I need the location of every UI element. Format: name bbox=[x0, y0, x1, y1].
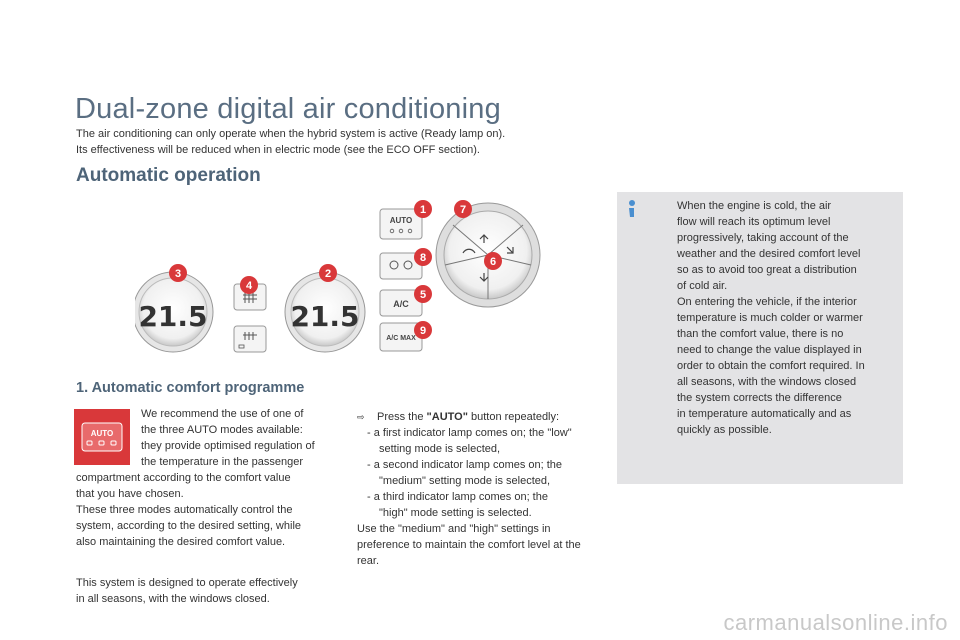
auto-button-illustration bbox=[74, 409, 130, 465]
info-line: so as to avoid too great a distribution bbox=[677, 264, 857, 276]
press-suffix: button repeatedly: bbox=[467, 411, 560, 423]
svg-text:1: 1 bbox=[419, 204, 427, 216]
info-line: On entering the vehicle, if the interior bbox=[677, 296, 857, 308]
subsection-heading: 1. Automatic comfort programme bbox=[76, 380, 305, 396]
info-line: temperature is much colder or warmer bbox=[677, 312, 863, 324]
text-line: system, according to the desired setting, while bbox=[76, 520, 302, 532]
info-icon bbox=[625, 199, 639, 219]
intro-line-1: The air conditioning can only operate when the hybrid system is active (Ready lamp on). bbox=[76, 128, 506, 140]
info-line: the system corrects the difference bbox=[677, 392, 842, 404]
text-line: compartment according to the comfort value bbox=[76, 472, 291, 484]
callout-2 bbox=[319, 264, 337, 282]
svg-text:7: 7 bbox=[459, 204, 467, 216]
text-line: preference to maintain the comfort level at the bbox=[357, 539, 581, 551]
info-text bbox=[677, 198, 892, 438]
svg-text:8: 8 bbox=[419, 252, 427, 264]
info-line: of cold air. bbox=[677, 280, 728, 292]
press-button-name: "AUTO" bbox=[426, 411, 468, 423]
list-item-continuation: "medium" setting mode is selected, bbox=[379, 475, 551, 487]
ac-button-label: A/C bbox=[393, 299, 409, 309]
callout-4 bbox=[240, 276, 258, 294]
auto-button-label: AUTO bbox=[389, 216, 413, 225]
info-line: order to obtain the comfort required. In bbox=[677, 360, 865, 372]
info-line: quickly as possible. bbox=[677, 424, 772, 436]
intro-line-2: Its effectiveness will be reduced when in electric mode (see the ECO OFF section). bbox=[76, 144, 480, 156]
list-item-continuation: "high" mode setting is selected. bbox=[379, 507, 532, 519]
right-temperature-dial bbox=[285, 272, 365, 352]
press-prefix: Press the bbox=[377, 411, 427, 423]
climate-control-diagram bbox=[135, 195, 545, 355]
arrow-bullet-icon: ⇨ bbox=[357, 412, 365, 422]
left-temperature-display: 21.5 bbox=[138, 300, 208, 333]
text-line: These three modes automatically control the bbox=[76, 504, 293, 516]
info-line: When the engine is cold, the air bbox=[677, 200, 832, 212]
text-line: in all seasons, with the windows closed. bbox=[76, 593, 270, 605]
left-temperature-dial bbox=[135, 272, 213, 352]
auto-illustration-label: AUTO bbox=[90, 429, 114, 438]
page-title: Dual-zone digital air conditioning bbox=[75, 93, 501, 125]
text-line: This system is designed to operate effectively bbox=[76, 577, 298, 589]
svg-text:2: 2 bbox=[324, 268, 332, 280]
auto-closing-text bbox=[76, 575, 298, 607]
callout-7 bbox=[454, 200, 472, 218]
svg-text:3: 3 bbox=[174, 268, 182, 280]
text-line: the temperature in the passenger bbox=[141, 456, 304, 468]
windscreen-button bbox=[234, 326, 266, 352]
callout-9 bbox=[414, 321, 432, 339]
text-line: Use the "medium" and "high" settings in bbox=[357, 523, 551, 535]
text-line: We recommend the use of one of bbox=[141, 408, 304, 420]
ac-max-button-label: A/C MAX bbox=[386, 335, 416, 342]
svg-text:9: 9 bbox=[419, 325, 427, 337]
callout-8 bbox=[414, 248, 432, 266]
text-line: that you have chosen. bbox=[76, 488, 184, 500]
text-line: rear. bbox=[357, 555, 380, 567]
info-line: weather and the desired comfort level bbox=[677, 248, 861, 260]
auto-description-full bbox=[76, 470, 301, 550]
callout-5 bbox=[414, 285, 432, 303]
info-line: progressively, taking account of the bbox=[677, 232, 849, 244]
right-temperature-display: 21.5 bbox=[290, 300, 360, 333]
list-item: - a first indicator lamp comes on; the "low" bbox=[367, 427, 572, 439]
svg-text:6: 6 bbox=[489, 256, 497, 268]
callout-3 bbox=[169, 264, 187, 282]
info-line: than the comfort value, there is no bbox=[677, 328, 844, 340]
watermark: carmanualsonline.info bbox=[723, 610, 948, 635]
svg-text:5: 5 bbox=[419, 289, 427, 301]
list-item: - a second indicator lamp comes on; the bbox=[367, 459, 563, 471]
callout-6 bbox=[484, 252, 502, 270]
text-line: also maintaining the desired comfort value. bbox=[76, 536, 286, 548]
press-instruction bbox=[357, 409, 617, 425]
info-line: need to change the value displayed in bbox=[677, 344, 862, 356]
list-item-continuation: setting mode is selected, bbox=[379, 443, 501, 455]
svg-text:4: 4 bbox=[245, 280, 253, 292]
info-line: all seasons, with the windows closed bbox=[677, 376, 857, 388]
text-line: they provide optimised regulation of bbox=[141, 440, 315, 452]
section-heading: Automatic operation bbox=[76, 165, 261, 186]
auto-description-wrap bbox=[141, 406, 315, 470]
list-item: - a third indicator lamp comes on; the bbox=[367, 491, 548, 503]
info-line: flow will reach its optimum level bbox=[677, 216, 831, 228]
auto-steps bbox=[357, 409, 617, 569]
text-line: the three AUTO modes available: bbox=[141, 424, 303, 436]
info-line: in temperature automatically and as bbox=[677, 408, 852, 420]
callout-1 bbox=[414, 200, 432, 218]
